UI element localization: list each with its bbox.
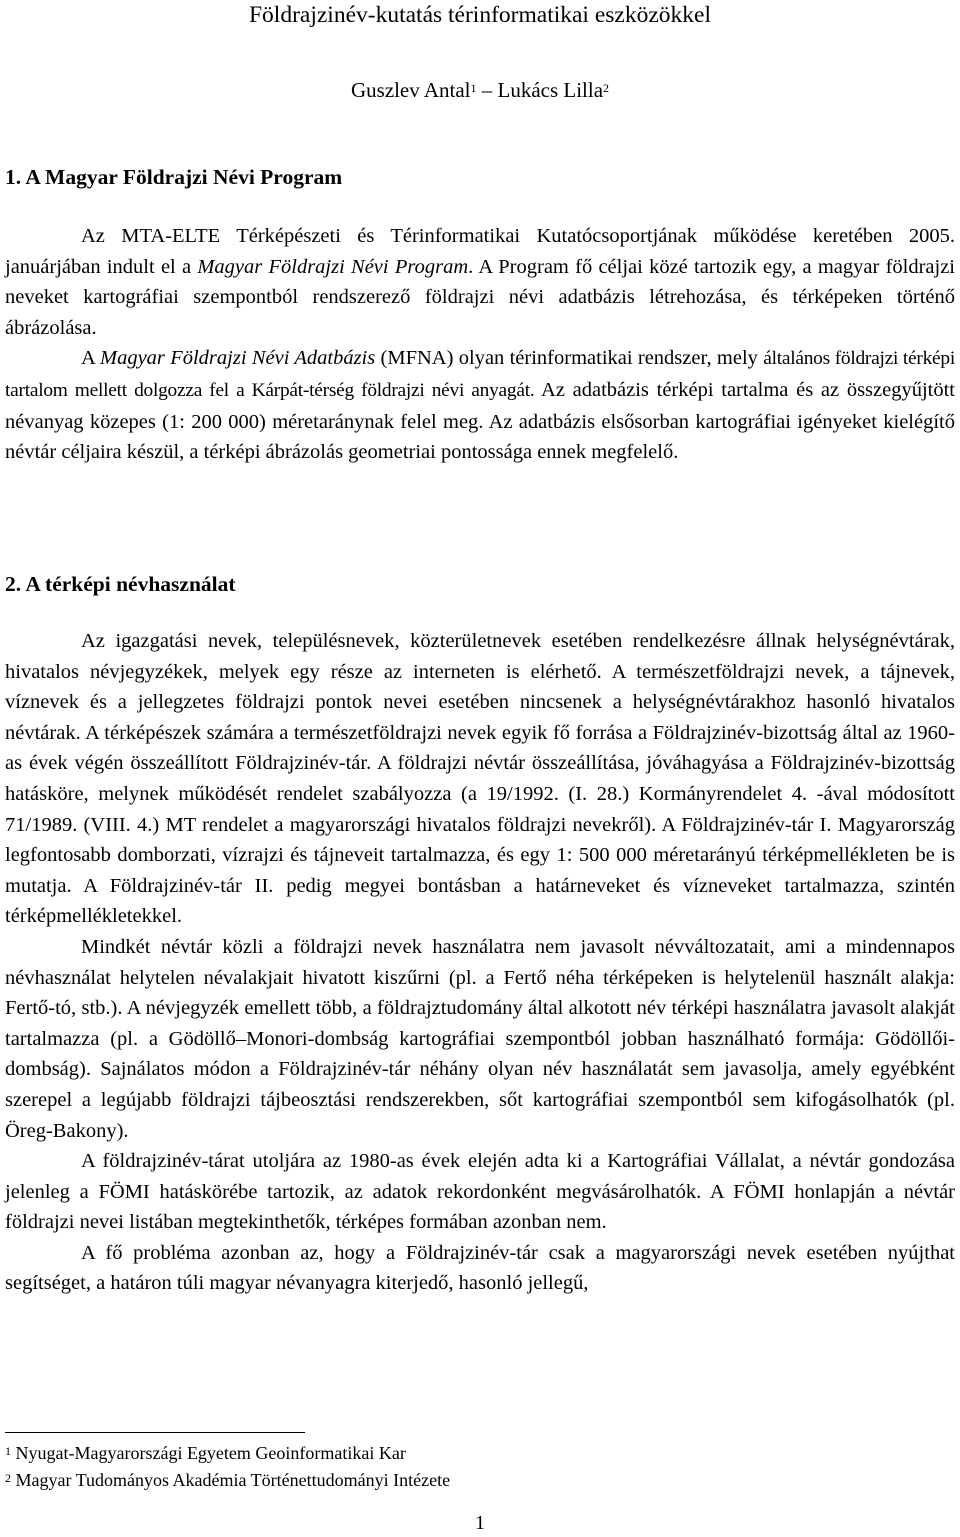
program-name-italic: Magyar Földrajzi Névi Program [197,255,469,278]
author-separator: – [476,78,498,102]
footnote-2-mark: 2 [5,1471,11,1485]
section-1-body [5,221,955,468]
section-2-paragraph-4: A fő probléma azonban az, hogy a Földrajzinév-tár csak a magyarországi nevek esetében nyújthat segítséget, a határon túli magyar névanyagra kiterjedő, hasonló jellegű, [5,1241,955,1295]
section-1-paragraph-1 [5,221,955,343]
author-2: Lukács Lilla [497,78,604,102]
section-2-body [5,626,955,1299]
page-number: 1 [474,1512,486,1534]
author-2-footnote-mark: 2 [603,81,610,95]
section-2-paragraph-1: Az igazgatási nevek, településnevek, közterületnevek esetében rendelkezésre állnak helységnévtárak, hivatalos névjegyzékek, melyek egy része az interneten is elérhető. A természetföldrajzi nevek, a tájnevek, víznevek és a jellegzetes földrajzi pontok nevei esetében nincsenek a helységnévtárakhoz hasonló hivatalos névtárak. A térképészek számára a természetföldrajzi nevek egyik fő forrása a Földrajzinév-bizottság által az 1960-as évek végén összeállított Földrajzinév-tár. A földrajzi névtár összeállítása, jóváhagyása a Földrajzinév-bizottság hatásköre, melynek működését rendelet szabályozza (a 19/1992. (I. 28.) Kormányrendelet 4. -ával módosított 71/1989. (VIII. 4.) MT rendelet a magyarországi hivatalos földrajzi nevekről). A Földrajzinév-tár I. Magyarország legfontosabb domborzati, vízrajzi és tájneveit tartalmazza, és egy 1: 500 000 méretarányú térképmellékleten be is mutatja. A Földrajzinév-tár II. pedig megyei bontásban a határneveket és vízneveket tartalmazza, szintén térképmellékletekkel. [5,630,955,928]
author-1-footnote-mark: 1 [470,81,477,95]
section-1-p1-text-cont: . A Program fő céljai közé tartozik egy, a magyar földrajzi neveket kartográfiai szempontból rendszerező földrajzi névi adatbázis létrehozása, és térképeken történő ábrázolása. [5,255,956,339]
author-line [0,76,960,104]
paper-title: Földrajzinév-kutatás térinformatikai eszközökkel [248,2,711,28]
section-2-paragraph-2: Mindkét névtár közli a földrajzi nevek használatra nem javasolt névváltozatait, ami a mindennapos névhasználat helytelen névalakjait hivatott kiszűrni (pl. a Fertő néha térképeken is helytelenül használt alakja: Fertő-tó, stb.). A névjegyzék emellett több, a földrajztudomány által alkotott név térképi használatra javasolt alakját tartalmazza (pl. a Gödöllő–Monori-dombság kartográfiai szempontból jobban használható formája: Gödöllői-dombság). Sajnálatos módon a Földrajzinév-tár néhány olyan név használatát sem javasolja, amely egyébként szerepel a legújabb földrajzi tájbeosztási rendszerekben, sőt kartográfiai szempontból sem kifogásolhatók (pl. Öreg-Bakony). [5,935,955,1142]
section-1-p2-text-end: Az adatbázis térképi tartalma és az összegyűjtött névanyag közepes (1: 200 000) méretaránynak felel meg. Az adatbázis elsősorban kartográfiai igényeket kielégítő névtár céljaira készül, a térképi ábrázolás geometriai pontossága ennek megfelelő. [5,378,956,464]
footnote-2 [5,1467,450,1494]
footnote-2-text: Magyar Tudományos Akadémia Történettudományi Intézete [15,1470,451,1490]
footnotes [5,1440,450,1494]
footnote-separator [5,1432,305,1433]
section-1-p2-text-cont: (MFNA) olyan térinformatikai rendszer, mely [375,347,764,370]
section-2-heading: 2. A térképi névhasználat [5,572,236,596]
section-1-p2-text: A [81,347,100,370]
section-1-p1-text: Az MTA-ELTE Térképészeti és Térinformatikai Kutatócsoportjának működése keretében 2005. januárjában indult el a [5,225,955,278]
footnote-1 [5,1440,450,1467]
section-1-paragraph-2 [5,343,955,467]
section-2-paragraph-3: A földrajzinév-tárat utoljára az 1980-as évek elején adta ki a Kartográfiai Vállalat, a névtár gondozása jelenleg a FÖMI hatáskörébe tartozik, az adatok rekordonként megvásárolhatók. A FÖMI honlapján a névtár földrajzi nevei listában megtekinthetők, térképes formában azonban nem. [5,1150,955,1234]
author-1: Guszlev Antal [350,78,471,102]
footnote-1-text: Nyugat-Magyarországi Egyetem Geoinformatikai Kar [15,1443,406,1463]
section-1-heading: 1. A Magyar Földrajzi Névi Program [5,165,343,189]
database-name-italic: Magyar Földrajzi Névi Adatbázis [100,347,376,370]
footnote-1-mark: 1 [5,1444,11,1458]
section-1-p2-narrow-line: általános földrajzi térképi tartalom mellett dolgozza fel a Kárpát-térség földrajzi névi anyagát. [5,348,955,401]
